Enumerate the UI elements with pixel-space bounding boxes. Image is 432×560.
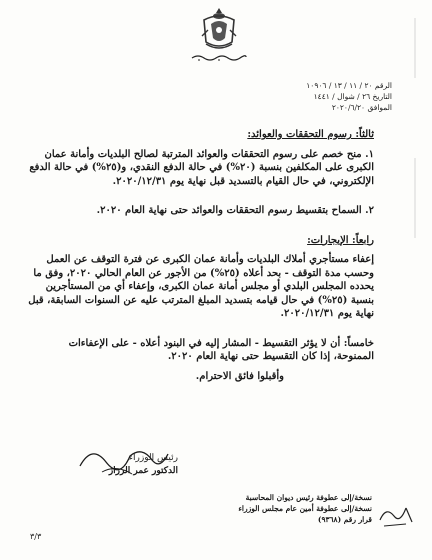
copies-block <box>238 492 372 525</box>
hijri-date-label: التاريخ <box>372 92 392 101</box>
reference-block <box>306 80 392 113</box>
section-four-heading: رابعاً: الإيجارات: <box>307 234 374 246</box>
gregorian-date: ٢٠٢٠/٦/٢٠ <box>331 103 366 112</box>
page-number: ٣/٣ <box>30 532 42 541</box>
hijri-date: ٢٦ / شوال / ١٤٤١ <box>313 92 371 101</box>
letter-body <box>28 128 374 393</box>
reference-number: ٢٠ / ١١ / ١٣ / ١٠٩٠٦ <box>306 81 373 90</box>
section-five-body: خامساً: أن لا يؤثر التقسيط - المشار إليه في البنود أعلاه - على الإعفاءات الممنوحة، إذا كان التقسيط حتى نهاية العام ٢٠٢٠. <box>68 337 374 362</box>
gregorian-date-label: الموافق <box>367 103 392 112</box>
signature-block <box>68 452 178 478</box>
section-three-item-one: ١. منح خصم على رسوم التحققات والعوائد المترتبة لصالح البلديات وأمانة عمان الكبرى على المكلفين بنسبة (٢٠%) في حالة الدفع النقدي، و(٢٥%) في حالة الدفع الإلكتروني، في حال القيام بالتسديد قبل نهاية يوم ٢٠٢٠/١٢/٣١. <box>29 148 374 187</box>
section-three-heading: ثالثاً: رسوم التحققات والعوائد: <box>247 129 374 140</box>
copy-line-cabinet-secretary: نسخة/إلى عطوفة أمين عام مجلس الوزراء <box>238 504 372 513</box>
section-four-body: إعفاء مستأجري أملاك البلديات وأمانة عمان الكبرى عن فترة التوقف عن العمل وحسب مدة التوقف - بحد أعلاه (٢٥%) من الأجور عن العام الحالي ٢٠٢٠، وفق ما يحدده المجلس البلدي أو مجلس أمانة عمان الكبرى، وإعفاء أي من المستأجرين بنسبة (٢٥%) في حال قيامه بتسديد المبلغ المترتب عليه عن السنوات السابقة، قبل نهاية يوم ٢٠٢٠/١٢/٣١. <box>28 254 374 319</box>
section-three-item-two: ٢. السماح بتقسيط رسوم التحققات والعوائد حتى نهاية العام ٢٠٢٠. <box>96 205 374 216</box>
signatory-title: رئيس الوزراء <box>128 453 178 463</box>
closing-line: وأقبلوا فائق الاحترام. <box>195 370 284 382</box>
decision-number: قرار رقم (٩٣٦٨) <box>317 515 372 524</box>
scan-edge-marks <box>412 18 418 418</box>
reference-number-row <box>306 80 392 91</box>
signatory-name: الدكتور عمر الرزاز <box>108 466 178 476</box>
jordan-coat-of-arms-icon <box>198 6 240 52</box>
emblem-caption <box>188 52 250 62</box>
handwritten-annotation <box>376 500 416 528</box>
gregorian-date-row <box>306 102 392 113</box>
copy-line-audit-bureau: نسخة/إلى عطوفة رئيس ديوان المحاسبة <box>245 493 372 502</box>
hijri-date-row <box>306 91 392 102</box>
reference-label: الرقم <box>374 81 392 90</box>
